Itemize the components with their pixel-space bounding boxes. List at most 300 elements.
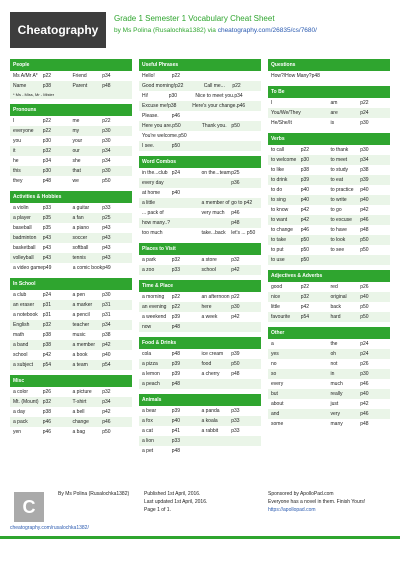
table-cell: am [330, 100, 338, 106]
table-cell: red [330, 284, 338, 290]
section-title: Word Combos [139, 156, 261, 168]
table-cell: back [330, 304, 342, 310]
table-cell [202, 178, 232, 188]
table-cell: p40 [171, 190, 181, 196]
table-cell: are [330, 110, 338, 116]
table-cell: p34 [42, 158, 52, 164]
table-cell: p30 [102, 138, 111, 144]
table-cell: p30 [102, 128, 111, 134]
table-row [268, 282, 390, 292]
table-row [139, 265, 261, 275]
table-cell: p48 [171, 324, 181, 330]
table-cell [231, 111, 261, 121]
table-cell: Excuse me! [142, 103, 169, 109]
table-cell: p40 [360, 391, 369, 397]
table-cell: p35 [42, 225, 52, 231]
table-cell [231, 188, 261, 198]
table-cell: a violin [13, 205, 29, 211]
table-cell: a bag [72, 429, 86, 435]
table-cell: yen [13, 429, 22, 435]
table-cell: a marker [72, 302, 93, 308]
table-row [10, 320, 132, 330]
table-cell: a little [142, 200, 156, 206]
table-cell [338, 71, 364, 81]
table-cell: everyone [13, 128, 34, 134]
table-row [10, 360, 132, 370]
table-cell [301, 349, 331, 359]
table-cell: p38 [42, 83, 52, 89]
table-row [10, 407, 132, 417]
table-cell: but [271, 391, 278, 397]
table-cell: Mt. (Mount) [13, 399, 39, 405]
table-row [139, 292, 261, 302]
table-row [268, 185, 390, 195]
table-cell: p22 [300, 284, 310, 290]
table-cell: p26 [360, 361, 369, 367]
table-cell: he [13, 158, 19, 164]
table-cell [360, 255, 390, 265]
table-cell [301, 98, 331, 108]
table-cell: p40 [360, 294, 369, 300]
table-cell: p30 [360, 371, 369, 377]
table-cell: a weekend [142, 314, 167, 320]
table-cell: p54 [102, 362, 111, 368]
table-cell: very much [201, 210, 225, 216]
table-cell: not [330, 361, 338, 367]
table-cell [202, 111, 232, 121]
table-cell: p31 [102, 302, 111, 308]
table-cell: p46 [360, 411, 369, 417]
updated-date: Last updated 1st April, 2016. [144, 499, 208, 505]
table-row [268, 369, 390, 379]
table-row [268, 302, 390, 312]
table-row [10, 290, 132, 300]
table-cell: that [72, 168, 81, 174]
table-cell: an evening [142, 304, 167, 310]
table-cell: p48 [171, 351, 181, 357]
table-row [268, 245, 390, 255]
table-cell: is [330, 120, 335, 126]
table-cell: I see. [142, 143, 155, 149]
table-cell: p24 [360, 351, 369, 357]
sponsor-info [268, 490, 365, 514]
page-title: Grade 1 Semester 1 Vocabulary Cheat Sheet [114, 14, 275, 23]
table-cell: p33 [171, 267, 181, 273]
table-cell: p48 [231, 220, 240, 226]
table-cell: p33 [102, 205, 111, 211]
table-row [139, 406, 261, 416]
table-cell: p33 [231, 418, 240, 424]
table-row [139, 228, 261, 238]
table-row [268, 379, 390, 389]
table-cell: take...back [201, 230, 226, 236]
table-cell: to put [271, 247, 284, 253]
table-cell: a week [201, 314, 218, 320]
table-cell: a pizza [142, 361, 158, 367]
table-cell: to write [330, 197, 347, 203]
table-cell: our [72, 148, 80, 154]
table-cell: p42 [300, 217, 310, 223]
table-cell: p50 [360, 314, 369, 320]
table-cell: cola [142, 351, 152, 357]
table-row [10, 253, 132, 263]
table-cell: soccer [72, 235, 88, 241]
table-cell: every day [142, 180, 164, 186]
table-cell: p42 [300, 207, 310, 213]
table-cell: she [72, 158, 81, 164]
table-row [139, 188, 261, 198]
section [139, 280, 261, 332]
table-cell: p22 [175, 83, 184, 89]
table-row [10, 146, 132, 156]
sheet-link[interactable]: cheatography.com/26835/cs/7680/ [217, 27, 317, 34]
table-cell: p34 [102, 322, 111, 328]
author-name[interactable]: By Ms Polina (Rusalochka1382) [58, 491, 130, 497]
section-title: Animals [139, 394, 261, 406]
table-cell: p50 [360, 304, 369, 310]
table-cell: p46 [42, 429, 52, 435]
table-cell: p50 [231, 361, 240, 367]
table-cell: how many..? [142, 220, 170, 226]
section [10, 104, 132, 186]
table-cell: very [330, 411, 340, 417]
section-title: Places to Visit [139, 243, 261, 255]
table-cell: go to p42 [231, 200, 253, 206]
table-cell: p50 [102, 429, 111, 435]
table-row [139, 416, 261, 426]
table-cell: to change [271, 227, 293, 233]
table-cell: to like [271, 167, 285, 173]
table-cell: math [13, 332, 25, 338]
table-cell: every [271, 381, 284, 387]
table-cell: a picture [72, 389, 92, 395]
table-cell: tennis [72, 255, 86, 261]
table-cell [202, 436, 232, 446]
table-cell [206, 131, 234, 141]
table-cell: p48 [42, 178, 52, 184]
table-cell: p30 [300, 157, 310, 163]
table-cell: in the...club [142, 170, 168, 176]
table-cell: let's ... p50 [231, 230, 256, 236]
table-cell: p46 [360, 381, 369, 387]
table-cell [231, 436, 261, 446]
table-cell: oh [330, 351, 337, 357]
table-cell: much [330, 381, 343, 387]
table-row [139, 322, 261, 332]
table-cell: a notebook [13, 312, 38, 318]
table-cell: p22 [360, 100, 369, 106]
table-cell: p42 [300, 304, 310, 310]
table-cell [172, 198, 202, 208]
section-title: Misc [10, 375, 132, 387]
table-row [139, 131, 261, 141]
table-row [268, 175, 390, 185]
table-row [139, 178, 261, 188]
table-row [10, 340, 132, 350]
table-cell: p48 [360, 227, 369, 233]
table-cell: a cherry [201, 371, 220, 377]
table-row [139, 436, 261, 446]
table-cell: little [271, 304, 280, 310]
table-row [139, 369, 261, 379]
table-cell: p39 [171, 408, 181, 414]
table-cell [301, 379, 331, 389]
table-cell: p30 [42, 168, 52, 174]
table-cell: a member of [201, 200, 230, 206]
table-cell: you [13, 138, 22, 144]
table-row [10, 350, 132, 360]
sponsor-url[interactable]: https://apollopad.com [268, 507, 316, 513]
table-cell: a pen [72, 292, 86, 298]
table-row [268, 118, 390, 128]
author-url[interactable]: cheatography.com/rusalochka1382/ [10, 525, 89, 531]
table-cell: p50 [171, 143, 181, 149]
table-row [10, 300, 132, 310]
table-cell: T-shirt [72, 399, 87, 405]
table-cell [202, 141, 232, 151]
table-cell: p34 [360, 157, 369, 163]
table-cell [202, 71, 232, 81]
table-cell: to drink [271, 177, 288, 183]
table-cell: nice [271, 294, 281, 300]
table-cell: me [72, 118, 80, 124]
table-cell: p48 [171, 448, 181, 454]
table-row [268, 312, 390, 322]
table-row [268, 205, 390, 215]
table-cell: p32 [102, 389, 111, 395]
table-cell [202, 188, 232, 198]
section-title: Activities & Hobbies [10, 191, 132, 203]
table-cell: food [201, 361, 212, 367]
table-cell [301, 369, 331, 379]
table-cell: a bell [72, 409, 85, 415]
table-cell [301, 389, 331, 399]
table-cell: p40 [300, 197, 310, 203]
table-row [268, 349, 390, 359]
table-cell: p30 [102, 168, 111, 174]
table-cell: p42 [360, 401, 369, 407]
table-cell: just [330, 401, 339, 407]
table-cell: an afternoon [201, 294, 230, 300]
table-row [139, 81, 261, 91]
table-row [10, 243, 132, 253]
table-cell [301, 409, 331, 419]
section [268, 133, 390, 265]
table-row [10, 203, 132, 213]
table-cell: to take [271, 237, 287, 243]
table-cell: p32 [42, 148, 52, 154]
table-cell: p42 [42, 352, 52, 358]
table-row [10, 330, 132, 340]
table-cell: so [271, 371, 277, 377]
author-avatar-icon: C [14, 492, 44, 522]
table-row [268, 339, 390, 349]
table-cell: volleyball [13, 255, 34, 261]
table-cell: p24 [171, 170, 181, 176]
table-cell: p22 [231, 294, 240, 300]
table-cell: Please. [142, 113, 159, 119]
table-cell: change [72, 419, 89, 425]
table-cell: p54 [300, 314, 310, 320]
table-cell: to see [330, 247, 345, 253]
column-left [10, 59, 132, 442]
table-cell: He/She/It [271, 120, 292, 126]
table-cell: Ms A/Mr A* [13, 73, 38, 79]
table-row [139, 379, 261, 389]
table-cell: Friend [72, 73, 87, 79]
section-title: Other [268, 327, 390, 339]
table-cell: the [330, 341, 338, 347]
sponsor-name[interactable]: Sponsored by ApolloPad.com [268, 491, 334, 497]
table-cell [231, 141, 261, 151]
table-cell [364, 71, 390, 81]
table-cell: to call [271, 147, 285, 153]
table-cell: no [271, 361, 277, 367]
table-cell: to study [330, 167, 349, 173]
table-cell: p33 [231, 428, 240, 434]
table-row [268, 165, 390, 175]
table-cell: school [201, 267, 216, 273]
table-cell: p50 [300, 257, 310, 263]
table-cell: to thank [330, 147, 349, 153]
table-cell [231, 71, 261, 81]
table-cell: to know [271, 207, 289, 213]
table-cell: p22 [42, 118, 52, 124]
table-row [139, 218, 261, 228]
table-cell: a park [142, 257, 156, 263]
table-cell: an eraser [13, 302, 35, 308]
table-cell: p39 [171, 371, 181, 377]
byline [114, 26, 317, 35]
table-cell: p30 [231, 304, 240, 310]
table-cell: How?/How Many? [271, 73, 312, 79]
section-title: Useful Phrases [139, 59, 261, 71]
table-cell: p34 [102, 158, 111, 164]
table-cell: it [13, 148, 16, 154]
table-cell: p35 [42, 215, 52, 221]
table-row [139, 168, 261, 178]
table-cell: to excuse [330, 217, 352, 223]
table-row [139, 302, 261, 312]
table-cell: a team [72, 362, 88, 368]
column-middle [139, 59, 261, 461]
table-cell: a guitar [72, 205, 90, 211]
table-cell: a subject [13, 362, 34, 368]
table-row [10, 427, 132, 437]
table-cell: English [13, 322, 30, 328]
table-cell: Thank you. [201, 123, 227, 129]
table-cell: a peach [142, 381, 160, 387]
page-count: Page 1 of 1. [144, 507, 171, 513]
section [139, 156, 261, 238]
table-cell: You're welcome. [142, 133, 179, 139]
section [10, 278, 132, 370]
table-row [10, 263, 132, 273]
table-cell: p50 [300, 247, 310, 253]
table-cell: p50 [231, 123, 240, 129]
table-row [139, 312, 261, 322]
table-cell [231, 379, 261, 389]
table-cell: p22 [300, 147, 310, 153]
table-cell: yes [271, 351, 279, 357]
section [268, 59, 390, 81]
table-cell [301, 419, 331, 429]
sponsor-tagline: Everyone has a novel in them. Finish Yours! [268, 499, 366, 505]
table-cell: Hello! [142, 73, 155, 79]
table-cell: really [330, 391, 343, 397]
table-cell: a lemon [142, 371, 160, 377]
table-cell [202, 322, 232, 332]
table-cell: a cat [142, 428, 153, 434]
table-cell: a pencil [72, 312, 90, 318]
table-cell: p41 [171, 428, 181, 434]
table-row [139, 101, 261, 111]
table-cell: p42 [102, 409, 111, 415]
table-cell: p34 [102, 399, 111, 405]
table-cell: good [271, 284, 283, 290]
table-cell: Hi! [142, 93, 149, 99]
table-cell: p33 [231, 408, 240, 414]
table-cell: softball [72, 245, 89, 251]
table-row [139, 198, 261, 208]
table-cell: p33 [42, 205, 52, 211]
table-cell: to sing [271, 197, 286, 203]
table-cell: p42 [231, 267, 240, 273]
table-cell: p42 [102, 342, 111, 348]
table-cell: a koala [201, 418, 218, 424]
cheatography-logo[interactable]: Cheatography [10, 12, 106, 48]
table-row [10, 176, 132, 186]
section-title: Adjectives & Adverbs [268, 270, 390, 282]
table-cell: p22 [171, 294, 181, 300]
table-cell: p26 [42, 389, 52, 395]
table-cell: to want [271, 217, 288, 223]
table-cell: a band [13, 342, 29, 348]
table-row [139, 121, 261, 131]
table-cell: You/We/They [271, 110, 301, 116]
table-cell: p22 [102, 118, 111, 124]
table-cell: at home [142, 190, 161, 196]
table-cell: p46 [102, 419, 111, 425]
section [10, 59, 132, 99]
section [10, 191, 132, 273]
table-cell: p50 [360, 237, 369, 243]
table-cell: p22 [171, 73, 181, 79]
table-cell: school [13, 352, 28, 358]
table-cell: p38 [102, 332, 111, 338]
table-row [268, 409, 390, 419]
table-cell: p30 [360, 120, 369, 126]
section [139, 59, 261, 151]
table-cell: p46 [300, 227, 310, 233]
table-cell: p33 [171, 438, 181, 444]
table-cell: Here's your change. [192, 103, 237, 109]
table-cell: p54 [42, 362, 52, 368]
section-title: Verbs [268, 133, 390, 145]
table-cell: Call me... [203, 83, 225, 89]
table-cell: a rabbit [201, 428, 219, 434]
table-cell: to eat [330, 177, 344, 183]
table-cell: to do [271, 187, 283, 193]
table-cell: p43 [102, 245, 111, 251]
table-cell [231, 322, 261, 332]
table-row [10, 310, 132, 320]
table-cell: p36 [231, 180, 240, 186]
section [268, 86, 390, 128]
table-row [10, 166, 132, 176]
table-cell: p49 [102, 265, 111, 271]
table-cell [172, 208, 202, 218]
